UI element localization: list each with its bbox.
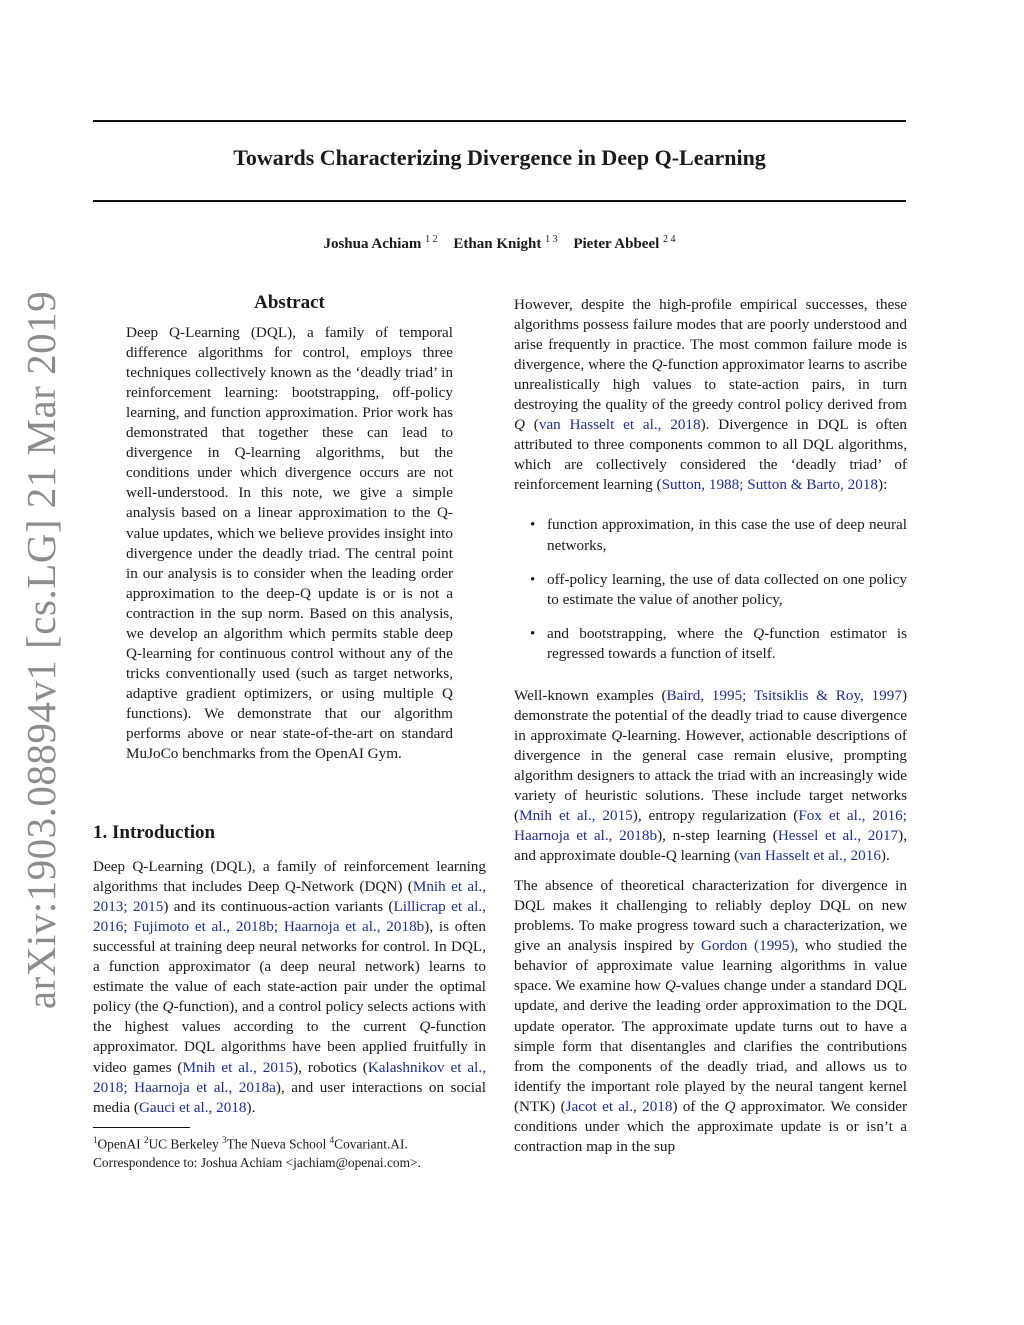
author-name: Ethan Knight [453,236,542,252]
footnote: $^1$OpenAI $^2$UC Berkeley $^3$The Nueva School $^4$Covariant.AI. Correspondence to: Joshua Achiam <jachiam@openai.com>. [93,1135,421,1171]
citation-link[interactable]: Fox et al., 2016; Haarnoja et al., 2018b [514,807,907,845]
author-affiliation: 1 2 [425,234,438,245]
abstract-heading: Abstract [254,292,325,313]
author [323,236,437,252]
citation-link[interactable]: Gordon (1995) [700,937,795,955]
author-name: Joshua Achiam [323,236,422,252]
bullet-icon: • [530,570,536,588]
citation-link[interactable]: Jacot et al., 2018 [565,1097,673,1115]
footnote-rule [93,1127,190,1128]
math-symbol: Q [664,977,676,995]
correspondence: Correspondence to: Joshua Achiam <jachiam@openai.com>. [93,1155,421,1171]
math-symbol: Q [753,624,765,642]
list-item: • function approximation, in this case the use of deep neural networks, [530,516,907,554]
citation-link[interactable]: Baird, 1995; Tsitsiklis & Roy, 1997 [666,686,902,704]
citation-link[interactable]: Kalashnikov et al., 2018; Haarnoja et al., 2018a [93,1058,486,1096]
author-name: Pieter Abbeel [573,236,660,252]
citation-link[interactable]: van Hasselt et al., 2018 [538,416,701,434]
introduction-section [93,823,486,1118]
math-symbol: Q [162,998,174,1016]
author [453,236,557,252]
author [573,236,675,252]
author-list [93,234,906,253]
math-symbol: Q [419,1018,431,1036]
math-symbol: Q [514,416,525,434]
title-bottom-rule [93,200,906,202]
citation-link[interactable]: Sutton, 1988; Sutton & Barto, 2018 [661,476,879,494]
math-symbol: Q [724,1097,736,1115]
section-heading: 1. Introduction [93,822,216,843]
body-paragraph: The absence of theoretical characterization for divergence in DQL makes it challenging to reliably deploy DQL on new problems. To make progress toward such a characterization, we give an analysis inspired by Gordon (1995), who studied the behavior of approximate value learning algorithms in value space. We examine how Q-values change under a standard DQL update, and derive the leading order approximation to the DQL update operator. The approximate update turns out to have a simple form that disentangles and clarifies the contributions from the components of the deadly triad, and allows us to identify the important role played by the neural tangent kernel (NTK) (Jacot et al., 2018) of the Q approximator. We consider conditions under which the approximate update is or isn’t a contraction map in the sup [514,877,907,1155]
body-paragraph: However, despite the high-profile empirical successes, these algorithms possess failure modes that are poorly understood and arise frequently in practice. The most common failure mode is divergence, where the Q-function approximator learns to ascribe unrealistically high values to state-action pairs, in turn destroying the quality of the greedy control policy derived from Q (van Hasselt et al., 2018). Divergence in DQL is often attributed to three components common to all DQL algorithms, which are collectively considered the ‘deadly triad’ of reinforcement learning (Sutton, 1988; Sutton & Barto, 2018): [514,296,908,494]
list-item: • and bootstrapping, where the Q-function estimator is regressed towards a function of itself. [530,624,907,662]
arxiv-identifier-text: arXiv:1903.08894v1 [cs.LG] 21 Mar 2019 [18,290,64,1010]
math-symbol: Q [651,356,663,374]
arxiv-identifier [6,290,76,1010]
citation-link[interactable]: Hessel et al., 2017 [777,827,899,845]
deadly-triad-list [514,515,907,663]
intro-paragraph: Deep Q-Learning (DQL), a family of reinforcement learning algorithms that includes Deep Q-Network (DQN) (Mnih et al., 2013; 2015) and its continuous-action variants (Lillicrap et al., 2016; Fujimoto et al., 2018b; Haarnoja et al., 2018b), is often successful at training deep neural networks for control. In DQL, a function approximator (a deep neural network) learns to estimate the value of each state-action pair under the optimal policy (the Q-function), and a control policy selects actions with the highest values according to the current Q-function approximator. DQL algorithms have been applied fruitfully in video games (Mnih et al., 2015), robotics (Kalashnikov et al., 2018; Haarnoja et al., 2018a), and user interactions on social media (Gauci et al., 2018). [93,858,486,1116]
math-symbol: Q [611,726,623,744]
abstract-text: Deep Q-Learning (DQL), a family of temporal difference algorithms for control, employs three techniques collectively known as the ‘deadly triad’ in reinforcement learning: bootstrapping, off-policy learning, and function approximation. Prior work has demonstrated that together these can lead to divergence in Q-learning algorithms, but the conditions under which divergence occurs are not well-understood. In this note, we give a simple analysis based on a linear approximation to the Q-value updates, which we believe provides insight into divergence under the deadly triad. The central point in our analysis is to consider when the leading order approximation to the deep-Q update is or is not a contraction in the sup norm. Based on this analysis, we develop an algorithm which permits stable deep Q-learning for continuous control without any of the tricks conventionally used (such as target networks, adaptive gradient optimizers, or using multiple Q functions). We demonstrate that our algorithm performs above or near state-of-the-art on standard MuJoCo benchmarks from the OpenAI Gym. [126,324,453,763]
paper-title: Towards Characterizing Divergence in Deep Q-Learning [233,145,766,170]
citation-link[interactable]: Lillicrap et al., 2016; Fujimoto et al., 2018b; Haarnoja et al., 2018b [93,898,486,936]
citation-link[interactable]: Gauci et al., 2018 [138,1098,247,1116]
citation-link[interactable]: van Hasselt et al., 2016 [739,847,881,865]
author-affiliation: 2 4 [663,234,676,245]
body-paragraph: Well-known examples (Baird, 1995; Tsitsiklis & Roy, 1997) demonstrate the potential of the deadly triad to cause divergence in approximate Q-learning. However, actionable descriptions of divergence in the general case remain elusive, prompting algorithm designers to attack the triad with an increasingly wide variety of heuristic solutions. These include target networks (Mnih et al., 2015), entropy regularization (Fox et al., 2016; Haarnoja et al., 2018b), n-step learning (Hessel et al., 2017), and approximate double-Q learning (van Hasselt et al., 2016). [514,686,907,865]
citation-link[interactable]: Mnih et al., 2013; 2015 [93,878,486,916]
abstract-section [126,293,453,764]
citation-link[interactable]: Mnih et al., 2015 [519,807,633,825]
citation-link[interactable]: Mnih et al., 2015 [182,1058,294,1076]
bullet-icon: • [530,516,536,534]
author-affiliation: 1 3 [545,234,558,245]
right-column [514,295,907,1157]
list-item: • off-policy learning, the use of data collected on one policy to estimate the value of another policy, [530,570,907,608]
bullet-icon: • [530,624,536,642]
title-top-rule [93,120,906,122]
